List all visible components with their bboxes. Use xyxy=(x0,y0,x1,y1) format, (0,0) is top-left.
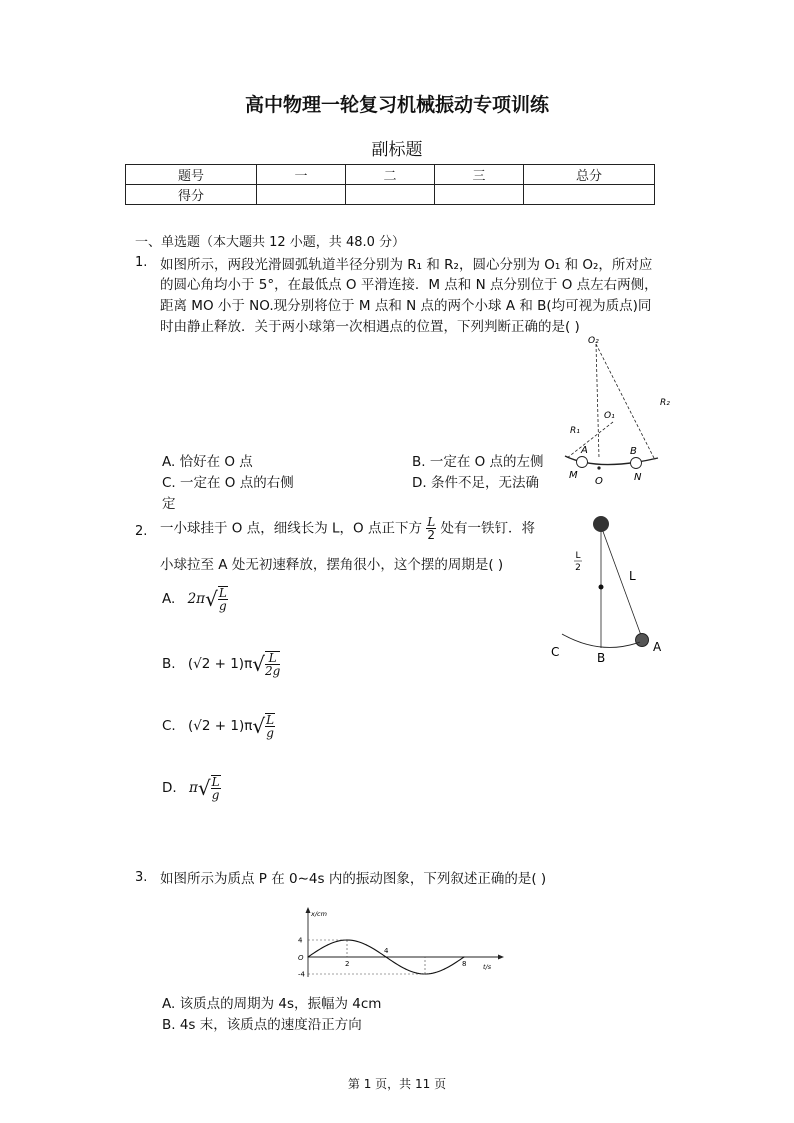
score-cell[interactable] xyxy=(435,185,524,205)
question-1-line: 距离 MO 小于 NO.现分别将位于 M 点和 N 点的两个小球 A 和 B(均可视为质点)同 xyxy=(160,298,652,314)
label-a: A xyxy=(581,445,588,456)
pivot-ball xyxy=(593,516,609,532)
data-point xyxy=(463,956,464,957)
question-2-text-pre: 一小球挂于 O 点，细线长为 L，O 点正下方 xyxy=(160,520,422,537)
chart-marks xyxy=(298,937,466,979)
question-1-option-c-continued: 定 xyxy=(162,496,176,512)
fraction-denominator: g xyxy=(218,599,227,613)
option-prefix: 2π xyxy=(187,591,206,607)
y-axis-label: x/cm xyxy=(311,910,327,918)
question-3-option-b[interactable]: B. 4s 末，该质点的速度沿正方向 xyxy=(162,1017,362,1033)
score-header-cell: 一 xyxy=(257,165,346,185)
question-1-number: 1. xyxy=(135,255,148,270)
score-cell[interactable] xyxy=(257,185,346,205)
question-2-text-post: 处有一铁钉．将 xyxy=(440,520,536,537)
y-axis-arrow xyxy=(306,907,311,913)
label-b: B xyxy=(597,651,606,665)
fraction-numerator: L xyxy=(211,775,220,789)
fraction-numerator: L xyxy=(218,586,227,600)
score-row-label: 得分 xyxy=(126,185,257,205)
label-o2: O₂ xyxy=(588,336,599,346)
option-label: B. xyxy=(162,656,176,672)
question-2-number: 2. xyxy=(135,524,148,539)
score-cell[interactable] xyxy=(346,185,435,205)
fraction-denominator: 2g xyxy=(264,664,281,678)
vibration-chart xyxy=(290,905,510,980)
half-l-den: 2 xyxy=(575,563,581,573)
fraction-numerator: L xyxy=(265,652,280,665)
score-cell[interactable] xyxy=(524,185,655,205)
question-1-figure xyxy=(558,330,668,490)
label-r1: R₁ xyxy=(570,426,580,436)
question-2-line-1 xyxy=(160,516,535,541)
ball-a xyxy=(577,457,588,468)
question-1-option-d[interactable]: D. 条件不足，无法确 xyxy=(412,475,539,491)
label-o1: O₁ xyxy=(604,411,615,421)
question-1-option-b[interactable]: B. 一定在 O 点的左侧 xyxy=(412,454,544,470)
score-header-cell: 题号 xyxy=(126,165,257,185)
r2-line xyxy=(596,344,655,460)
label-a: A xyxy=(653,640,662,654)
y-tick-label: -4 xyxy=(298,970,305,979)
data-point xyxy=(405,968,406,969)
o2-vertical-line xyxy=(596,344,599,458)
question-1-option-a[interactable]: A. 恰好在 O 点 xyxy=(162,454,253,470)
label-r2: R₂ xyxy=(660,398,670,408)
option-label: C. xyxy=(162,718,176,734)
question-2-figure xyxy=(545,510,675,670)
x-tick-label: 8 xyxy=(462,960,467,968)
question-1-line: 的圆心角均小于 5°，在最低点 O 平滑连接．M 点和 N 点分别位于 O 点左右两侧， xyxy=(160,277,658,293)
score-header-cell: 总分 xyxy=(524,165,655,185)
question-2-option-a[interactable]: A. 2π√ $\frac{L}{g}$ xyxy=(162,586,227,613)
half-l-num: L xyxy=(575,551,581,561)
question-2-option-d[interactable]: D. π√ $\frac{L}{g}$ xyxy=(162,775,220,802)
score-table xyxy=(125,164,655,205)
score-table-header-row xyxy=(126,165,655,185)
x-tick-label: 2 xyxy=(345,960,350,968)
question-2-option-b[interactable]: B. (√2 + 1)π√ $\frac{L}{2g}$ xyxy=(162,651,281,678)
section-header: 一、单选题（本大题共 12 小题，共 48.0 分） xyxy=(135,235,406,250)
score-header-cell: 三 xyxy=(435,165,524,185)
label-c: C xyxy=(551,645,560,659)
data-point xyxy=(366,944,367,945)
question-3-line-1: 如图所示为质点 P 在 0∼4s 内的振动图象，下列叙述正确的是( ) xyxy=(160,871,547,887)
page-footer: 第 1 页，共 11 页 xyxy=(347,1077,447,1091)
label-m: M xyxy=(569,470,578,481)
data-point xyxy=(444,968,445,969)
label-o: O xyxy=(595,476,603,487)
option-label: D. xyxy=(162,780,177,796)
half-l-fraction xyxy=(426,516,436,541)
option-label: A. xyxy=(162,591,176,607)
data-point xyxy=(385,956,386,957)
fraction-numerator: L xyxy=(266,713,275,727)
nail-point xyxy=(599,585,604,590)
label-b: B xyxy=(630,446,637,457)
ball-b xyxy=(631,458,642,469)
question-3-option-a[interactable]: A. 该质点的周期为 4s，振幅为 4cm xyxy=(162,996,382,1012)
question-2-line-2: 小球拉至 A 处无初速释放，摆角很小，这个摆的周期是( ) xyxy=(160,557,504,573)
fraction-numerator: L xyxy=(427,515,436,529)
question-1-option-c[interactable]: C. 一定在 O 点的右侧 xyxy=(162,475,294,491)
y-tick-label: 4 xyxy=(298,936,303,945)
question-1-line: 如图所示，两段光滑圆弧轨道半径分别为 R₁ 和 R₂，圆心分别为 O₁ 和 O₂，所对应 xyxy=(160,257,653,273)
label-l: L xyxy=(629,569,636,583)
question-1-line: 时由静止释放．关于两小球第一次相遇点的位置，下列判断正确的是( ) xyxy=(160,319,580,335)
data-point xyxy=(307,956,308,957)
question-2-option-c[interactable]: C. (√2 + 1)π√ $\frac{L}{g}$ xyxy=(162,713,275,740)
fraction-denominator: 2 xyxy=(427,528,436,542)
data-point xyxy=(327,944,328,945)
x-axis-label: t/s xyxy=(483,963,492,971)
x-axis-arrow xyxy=(498,955,504,960)
option-prefix: (√2 + 1)π xyxy=(187,656,253,672)
page-title: 高中物理一轮复习机械振动专项训练 xyxy=(244,94,549,116)
ball-a xyxy=(636,634,649,647)
page-subtitle: 副标题 xyxy=(371,140,423,160)
point-o xyxy=(597,466,600,469)
option-prefix: π xyxy=(188,780,198,796)
origin-label: O xyxy=(298,954,304,962)
label-n: N xyxy=(634,472,642,483)
question-3-number: 3. xyxy=(135,870,148,885)
score-table-score-row xyxy=(126,185,655,205)
score-header-cell: 二 xyxy=(346,165,435,185)
fraction-denominator: g xyxy=(211,788,220,802)
x-tick-label: 4 xyxy=(384,947,389,955)
string-line xyxy=(601,526,642,638)
fraction-denominator: g xyxy=(266,726,274,740)
option-prefix: (√2 + 1)π xyxy=(188,718,253,734)
